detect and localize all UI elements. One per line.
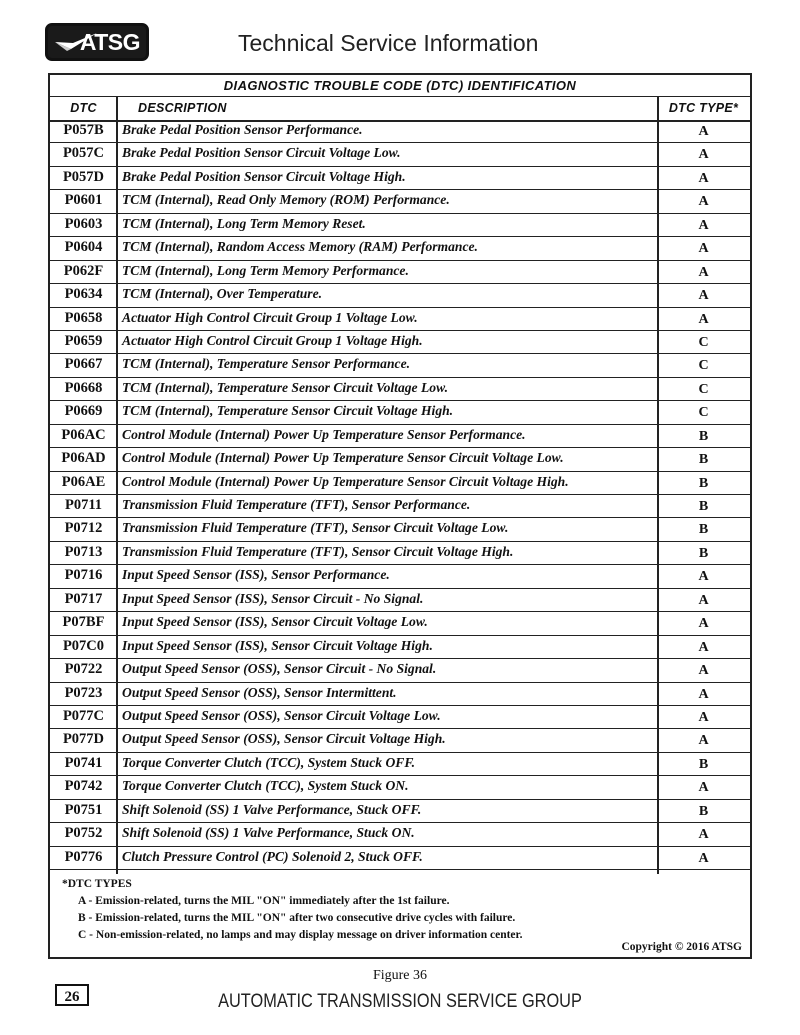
table-row xyxy=(50,237,750,260)
atsg-logo xyxy=(45,23,149,61)
dtc-description: Actuator High Control Circuit Group 1 Voltage Low. xyxy=(122,309,418,325)
dtc-type: C xyxy=(698,334,709,350)
table-row xyxy=(50,495,750,518)
dtc-description: TCM (Internal), Temperature Sensor Circuit Voltage Low. xyxy=(122,379,449,395)
table-row xyxy=(50,284,750,307)
dtc-type: B xyxy=(698,452,709,468)
column-header-dtc-type: DTC TYPE* xyxy=(668,101,739,115)
dtc-type: A xyxy=(698,170,709,186)
dtc-type: B xyxy=(698,475,709,491)
dtc-description: Clutch Pressure Control (PC) Solenoid 2, Stuck OFF. xyxy=(122,848,423,864)
dtc-code: P0711 xyxy=(64,497,103,513)
footer-title: AUTOMATIC TRANSMISSION SERVICE GROUP xyxy=(218,991,582,1012)
dtc-description: Input Speed Sensor (ISS), Sensor Circuit - No Signal. xyxy=(122,590,424,606)
dtc-table-body xyxy=(50,120,750,870)
dtc-code: P0604 xyxy=(64,239,103,256)
table-row xyxy=(50,167,750,190)
dtc-description: Transmission Fluid Temperature (TFT), Sensor Performance. xyxy=(122,497,471,512)
table-row xyxy=(50,659,750,682)
legend-item-c: C - Non-emission-related, no lamps and may display message on driver information center. xyxy=(78,929,523,941)
dtc-type: A xyxy=(698,850,709,866)
page-header-title: Technical Service Information xyxy=(238,30,539,56)
dtc-code: P0717 xyxy=(64,590,103,607)
table-row xyxy=(50,120,750,143)
dtc-type: A xyxy=(698,194,709,210)
dtc-description: Brake Pedal Position Sensor Circuit Voltage High. xyxy=(122,168,406,184)
dtc-description: TCM (Internal), Read Only Memory (ROM) Performance. xyxy=(122,192,450,208)
table-row xyxy=(50,800,750,823)
table-row xyxy=(50,847,750,870)
table-row xyxy=(50,612,750,635)
dtc-description: Brake Pedal Position Sensor Performance. xyxy=(122,122,363,137)
table-row xyxy=(50,518,750,541)
dtc-type: B xyxy=(698,545,709,561)
table-row xyxy=(50,683,750,706)
dtc-code: P06AD xyxy=(61,450,106,467)
dtc-type: A xyxy=(698,147,709,163)
dtc-type: A xyxy=(698,241,709,257)
copyright-notice: Copyright © 2016 ATSG xyxy=(621,941,742,953)
dtc-code: P0722 xyxy=(64,661,103,678)
dtc-code: P077C xyxy=(62,707,105,724)
dtc-code: P0669 xyxy=(64,403,103,420)
dtc-description: Torque Converter Clutch (TCC), System Stuck ON. xyxy=(122,778,409,794)
column-header-description: DESCRIPTION xyxy=(138,101,227,115)
dtc-description: Transmission Fluid Temperature (TFT), Sensor Circuit Voltage Low. xyxy=(122,520,509,536)
dtc-code: P057B xyxy=(63,122,104,138)
dtc-type: A xyxy=(698,311,709,327)
dtc-code: P06AE xyxy=(61,473,106,490)
dtc-type: A xyxy=(698,827,709,843)
dtc-type: A xyxy=(698,217,709,233)
dtc-description: TCM (Internal), Over Temperature. xyxy=(122,286,323,302)
figure-caption: Figure 36 xyxy=(372,968,428,983)
dtc-type: A xyxy=(698,709,709,725)
dtc-type: B xyxy=(698,756,709,772)
table-row xyxy=(50,565,750,588)
dtc-description: TCM (Internal), Temperature Sensor Performance. xyxy=(122,356,410,372)
dtc-description: Control Module (Internal) Power Up Temperature Sensor Circuit Voltage Low. xyxy=(122,450,564,466)
legend-item-b: B - Emission-related, turns the MIL "ON" after two consecutive drive cycles with failure. xyxy=(78,912,516,924)
dtc-code: P0713 xyxy=(64,543,103,560)
dtc-code: P0658 xyxy=(64,309,103,326)
dtc-description: Input Speed Sensor (ISS), Sensor Circuit Voltage High. xyxy=(122,637,433,653)
table-row xyxy=(50,823,750,846)
dtc-type: C xyxy=(698,358,709,374)
dtc-code: P0751 xyxy=(64,801,103,818)
dtc-description: Shift Solenoid (SS) 1 Valve Performance, Stuck ON. xyxy=(122,825,415,841)
dtc-code: P077D xyxy=(62,731,105,748)
table-row xyxy=(50,472,750,495)
dtc-type: C xyxy=(698,405,709,421)
table-row xyxy=(50,706,750,729)
dtc-types-legend xyxy=(62,876,522,944)
dtc-code: P0776 xyxy=(64,848,103,865)
dtc-code: P0742 xyxy=(64,778,103,795)
dtc-description: TCM (Internal), Temperature Sensor Circuit Voltage High. xyxy=(122,403,454,419)
dtc-code: P0752 xyxy=(64,825,103,842)
table-row xyxy=(50,401,750,424)
dtc-code: P0601 xyxy=(64,192,103,209)
dtc-code: P0716 xyxy=(64,567,103,584)
table-title: DIAGNOSTIC TROUBLE CODE (DTC) IDENTIFICATION xyxy=(50,75,750,97)
dtc-type: A xyxy=(698,569,709,585)
table-row xyxy=(50,354,750,377)
dtc-type: A xyxy=(698,780,709,796)
dtc-description: Shift Solenoid (SS) 1 Valve Performance, Stuck OFF. xyxy=(122,801,422,817)
dtc-code: P0712 xyxy=(64,520,103,537)
dtc-type: B xyxy=(698,499,709,514)
dtc-code: P07BF xyxy=(62,614,105,631)
dtc-description: Input Speed Sensor (ISS), Sensor Performance. xyxy=(122,567,390,583)
dtc-description: Output Speed Sensor (OSS), Sensor Circuit Voltage Low. xyxy=(122,707,441,723)
dtc-type: A xyxy=(698,592,709,608)
dtc-description: Torque Converter Clutch (TCC), System Stuck OFF. xyxy=(122,754,416,770)
dtc-type: A xyxy=(698,264,709,280)
dtc-description: Control Module (Internal) Power Up Temperature Sensor Circuit Voltage High. xyxy=(122,473,569,489)
legend-title: *DTC TYPES xyxy=(62,878,132,890)
table-row xyxy=(50,636,750,659)
legend-item-a: A - Emission-related, turns the MIL "ON" immediately after the 1st failure. xyxy=(78,895,450,907)
dtc-type: A xyxy=(698,733,709,749)
table-row xyxy=(50,214,750,237)
table-row xyxy=(50,542,750,565)
table-row xyxy=(50,776,750,799)
dtc-type: A xyxy=(698,124,709,139)
dtc-type: C xyxy=(698,381,709,397)
dtc-code: P057C xyxy=(62,145,105,162)
dtc-description: Actuator High Control Circuit Group 1 Voltage High. xyxy=(122,332,423,348)
dtc-code: P06AC xyxy=(61,426,106,443)
dtc-type: B xyxy=(698,803,709,819)
dtc-description: Input Speed Sensor (ISS), Sensor Circuit Voltage Low. xyxy=(122,614,428,630)
page-number: 26 xyxy=(55,984,89,1006)
dtc-type: A xyxy=(698,686,709,702)
table-row xyxy=(50,753,750,776)
table-row xyxy=(50,308,750,331)
table-row xyxy=(50,425,750,448)
dtc-type: B xyxy=(698,428,709,444)
dtc-code: P062F xyxy=(63,262,104,279)
dtc-description: TCM (Internal), Long Term Memory Reset. xyxy=(122,215,366,231)
dtc-description: Output Speed Sensor (OSS), Sensor Circuit - No Signal. xyxy=(122,661,437,677)
dtc-description: Output Speed Sensor (OSS), Sensor Circuit Voltage High. xyxy=(122,731,446,747)
dtc-code: P0723 xyxy=(64,684,103,701)
dtc-description: TCM (Internal), Random Access Memory (RAM) Performance. xyxy=(122,239,478,255)
table-row xyxy=(50,331,750,354)
dtc-code: P0634 xyxy=(64,286,103,303)
dtc-type: A xyxy=(698,663,709,679)
dtc-description: Output Speed Sensor (OSS), Sensor Intermittent. xyxy=(122,684,397,700)
dtc-description: Control Module (Internal) Power Up Temperature Sensor Performance. xyxy=(122,426,526,442)
table-row xyxy=(50,143,750,166)
dtc-description: Brake Pedal Position Sensor Circuit Voltage Low. xyxy=(122,145,401,161)
table-row xyxy=(50,378,750,401)
dtc-code: P07C0 xyxy=(62,637,105,654)
table-row xyxy=(50,729,750,752)
logo-text: ATSG xyxy=(79,29,140,55)
table-row xyxy=(50,589,750,612)
dtc-type: B xyxy=(698,522,709,538)
table-row xyxy=(50,190,750,213)
column-header-dtc: DTC xyxy=(70,101,97,115)
dtc-code: P0741 xyxy=(64,754,103,771)
dtc-code: P0668 xyxy=(64,379,103,396)
dtc-type: A xyxy=(698,616,709,632)
dtc-description: Transmission Fluid Temperature (TFT), Sensor Circuit Voltage High. xyxy=(122,543,514,559)
table-row xyxy=(50,448,750,471)
table-row xyxy=(50,261,750,284)
dtc-code: P0603 xyxy=(64,215,103,232)
dtc-type: A xyxy=(698,288,709,304)
dtc-code: P0667 xyxy=(64,356,103,373)
dtc-type: A xyxy=(698,639,709,655)
dtc-code: P057D xyxy=(62,168,105,185)
dtc-description: TCM (Internal), Long Term Memory Performance. xyxy=(122,262,409,278)
dtc-code: P0659 xyxy=(64,332,103,349)
